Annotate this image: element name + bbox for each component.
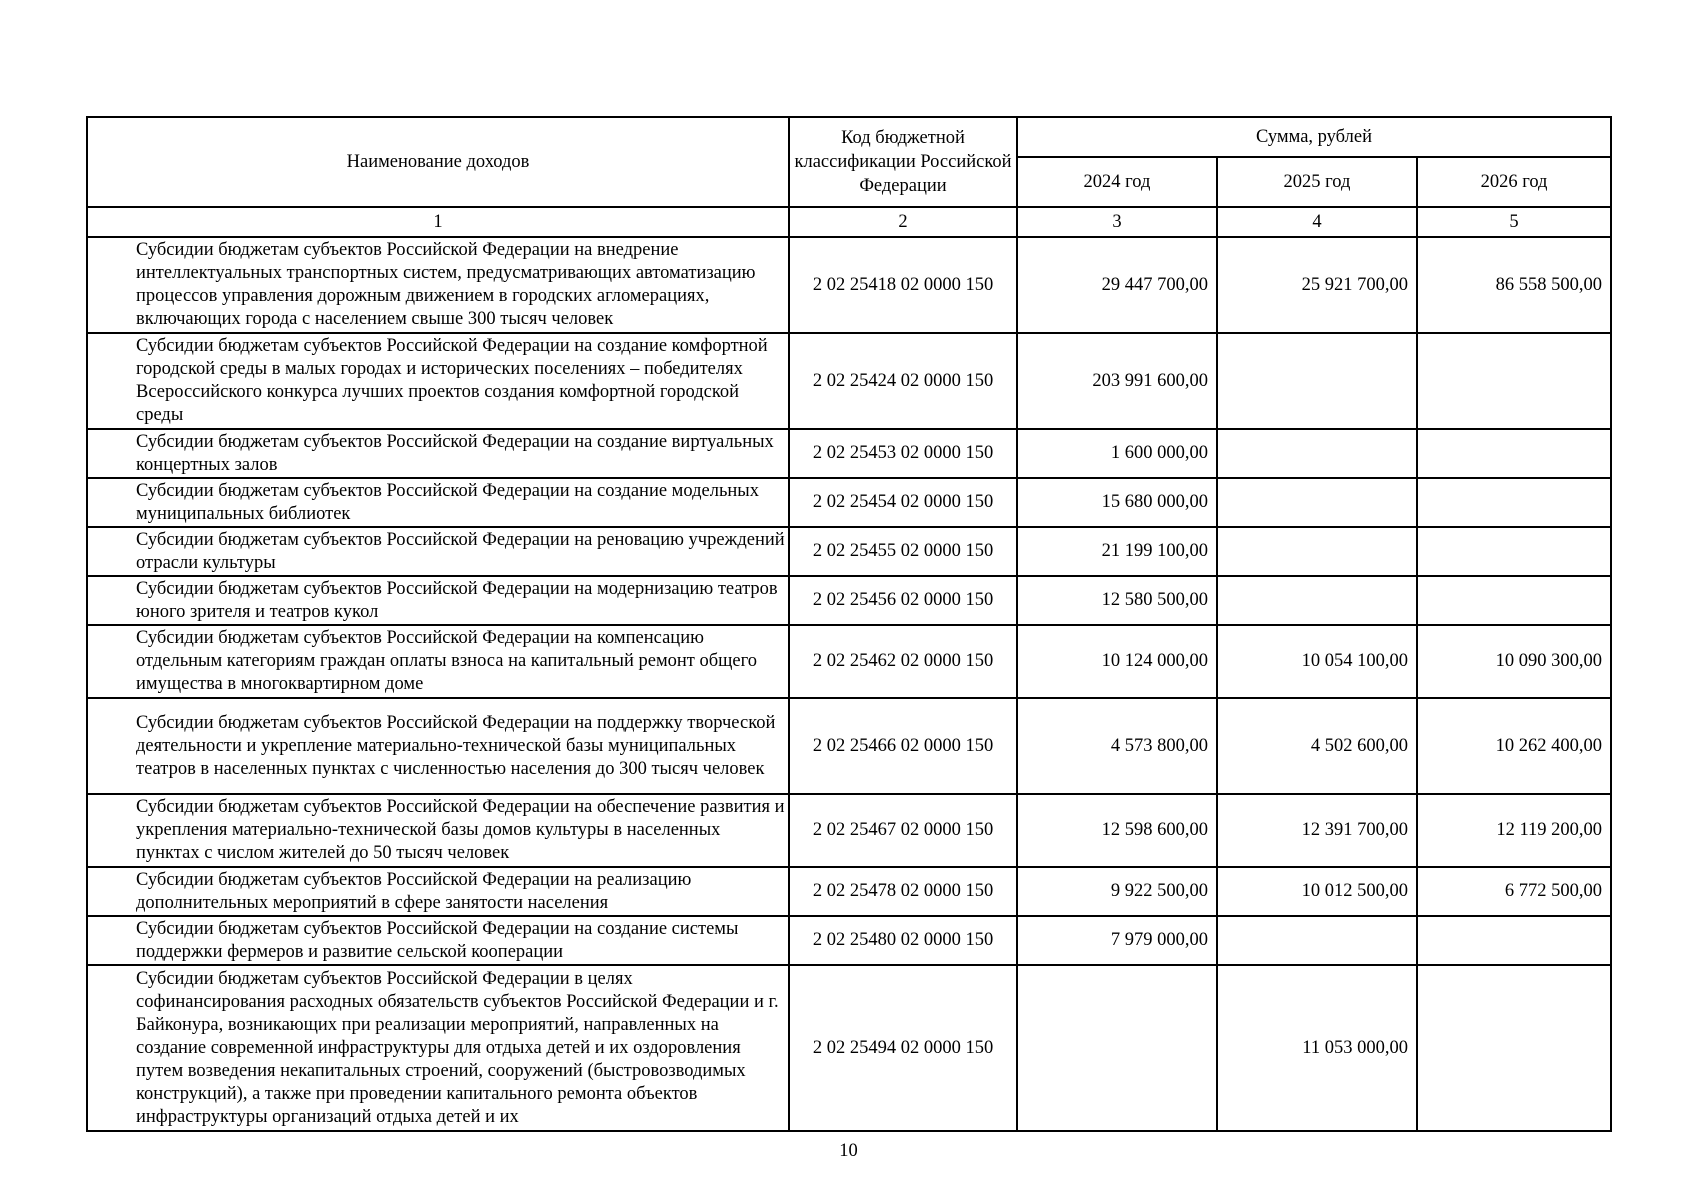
row-amount-2024: 12 580 500,00 (1017, 576, 1217, 625)
table-row (87, 965, 1611, 1131)
row-code: 2 02 25424 02 0000 150 (789, 333, 1017, 429)
row-amount-2025: 10 054 100,00 (1217, 625, 1417, 698)
row-amount-2025 (1217, 429, 1417, 478)
column-number-1: 1 (87, 207, 789, 237)
row-code: 2 02 25456 02 0000 150 (789, 576, 1017, 625)
table-row (87, 625, 1611, 698)
row-code: 2 02 25462 02 0000 150 (789, 625, 1017, 698)
row-name: Субсидии бюджетам субъектов Российской Федерации на поддержку творческой деятельности и укрепление материально-технической базы муниципальных театров в населенных пунктах с численностью населения до 300 тысяч человек (87, 698, 789, 794)
table-row (87, 429, 1611, 478)
header-sum: Сумма, рублей (1017, 117, 1611, 157)
column-number-5: 5 (1417, 207, 1611, 237)
row-name: Субсидии бюджетам субъектов Российской Федерации на модернизацию театров юного зрителя и театров кукол (87, 576, 789, 625)
row-amount-2024: 21 199 100,00 (1017, 527, 1217, 576)
row-amount-2024: 7 979 000,00 (1017, 916, 1217, 965)
row-amount-2025: 11 053 000,00 (1217, 965, 1417, 1131)
table-row (87, 576, 1611, 625)
row-code: 2 02 25454 02 0000 150 (789, 478, 1017, 527)
row-amount-2026: 10 090 300,00 (1417, 625, 1611, 698)
table-row (87, 237, 1611, 333)
row-code: 2 02 25494 02 0000 150 (789, 965, 1017, 1131)
column-number-4: 4 (1217, 207, 1417, 237)
row-name: Субсидии бюджетам субъектов Российской Федерации на компенсацию отдельным категориям граждан оплаты взноса на капитальный ремонт общего имущества в многоквартирном доме (87, 625, 789, 698)
table-row (87, 478, 1611, 527)
row-amount-2024: 15 680 000,00 (1017, 478, 1217, 527)
row-amount-2025: 25 921 700,00 (1217, 237, 1417, 333)
row-name: Субсидии бюджетам субъектов Российской Федерации на обеспечение развития и укрепления материально-технической базы домов культуры в населенных пунктах с числом жителей до 50 тысяч человек (87, 794, 789, 867)
row-name: Субсидии бюджетам субъектов Российской Федерации на внедрение интеллектуальных транспортных систем, предусматривающих автоматизацию процессов управления дорожным движением в городских агломерациях, включающих города с населением свыше 300 тысяч человек (87, 237, 789, 333)
row-amount-2026 (1417, 527, 1611, 576)
row-code: 2 02 25480 02 0000 150 (789, 916, 1017, 965)
row-amount-2025 (1217, 527, 1417, 576)
row-amount-2026: 10 262 400,00 (1417, 698, 1611, 794)
row-code: 2 02 25453 02 0000 150 (789, 429, 1017, 478)
row-amount-2026 (1417, 576, 1611, 625)
row-amount-2024: 4 573 800,00 (1017, 698, 1217, 794)
revenue-table (86, 116, 1612, 1132)
row-amount-2025: 12 391 700,00 (1217, 794, 1417, 867)
header-year-2025: 2025 год (1217, 157, 1417, 207)
row-code: 2 02 25466 02 0000 150 (789, 698, 1017, 794)
row-name: Субсидии бюджетам субъектов Российской Федерации на создание комфортной городской среды в малых городах и исторических поселениях – победителях Всероссийского конкурса лучших проектов создания комфортной городской среды (87, 333, 789, 429)
row-amount-2026 (1417, 965, 1611, 1131)
row-amount-2025 (1217, 576, 1417, 625)
row-code: 2 02 25418 02 0000 150 (789, 237, 1017, 333)
table-row (87, 333, 1611, 429)
row-amount-2024: 203 991 600,00 (1017, 333, 1217, 429)
row-code: 2 02 25478 02 0000 150 (789, 867, 1017, 916)
header-year-2024: 2024 год (1017, 157, 1217, 207)
row-amount-2024: 10 124 000,00 (1017, 625, 1217, 698)
row-name: Субсидии бюджетам субъектов Российской Федерации на создание модельных муниципальных библиотек (87, 478, 789, 527)
table-row (87, 916, 1611, 965)
row-amount-2025: 10 012 500,00 (1217, 867, 1417, 916)
row-amount-2026 (1417, 429, 1611, 478)
row-amount-2025 (1217, 478, 1417, 527)
row-amount-2024: 29 447 700,00 (1017, 237, 1217, 333)
row-amount-2026 (1417, 333, 1611, 429)
row-amount-2024: 12 598 600,00 (1017, 794, 1217, 867)
page-number: 10 (839, 1141, 858, 1161)
row-amount-2026: 12 119 200,00 (1417, 794, 1611, 867)
column-number-2: 2 (789, 207, 1017, 237)
row-code: 2 02 25467 02 0000 150 (789, 794, 1017, 867)
column-number-3: 3 (1017, 207, 1217, 237)
row-amount-2025: 4 502 600,00 (1217, 698, 1417, 794)
row-amount-2024: 1 600 000,00 (1017, 429, 1217, 478)
table-row (87, 698, 1611, 794)
table-row (87, 867, 1611, 916)
row-amount-2024: 9 922 500,00 (1017, 867, 1217, 916)
row-amount-2026: 6 772 500,00 (1417, 867, 1611, 916)
row-name: Субсидии бюджетам субъектов Российской Федерации на реновацию учреждений отрасли культуры (87, 527, 789, 576)
table-row (87, 794, 1611, 867)
row-amount-2025 (1217, 916, 1417, 965)
row-name: Субсидии бюджетам субъектов Российской Федерации в целях софинансирования расходных обязательств субъектов Российской Федерации и г. Байконура, возникающих при реализации мероприятий, направленных на создание современной инфраструктуры для отдыха детей и их оздоровления путем возведения некапитальных строений, сооружений (быстровозводимых конструкций), а также при проведении капитального ремонта объектов инфраструктуры организаций отдыха детей и их (87, 965, 789, 1131)
row-code: 2 02 25455 02 0000 150 (789, 527, 1017, 576)
row-amount-2026 (1417, 916, 1611, 965)
table-row (87, 527, 1611, 576)
row-name: Субсидии бюджетам субъектов Российской Федерации на создание виртуальных концертных залов (87, 429, 789, 478)
row-amount-2024 (1017, 965, 1217, 1131)
row-amount-2026 (1417, 478, 1611, 527)
header-name: Наименование доходов (87, 117, 789, 207)
row-name: Субсидии бюджетам субъектов Российской Федерации на реализацию дополнительных мероприятий в сфере занятости населения (87, 867, 789, 916)
row-amount-2025 (1217, 333, 1417, 429)
header-year-2026: 2026 год (1417, 157, 1611, 207)
row-amount-2026: 86 558 500,00 (1417, 237, 1611, 333)
row-name: Субсидии бюджетам субъектов Российской Федерации на создание системы поддержки фермеров и развитие сельской кооперации (87, 916, 789, 965)
header-code: Код бюджетной классификации Российской Федерации (789, 117, 1017, 207)
